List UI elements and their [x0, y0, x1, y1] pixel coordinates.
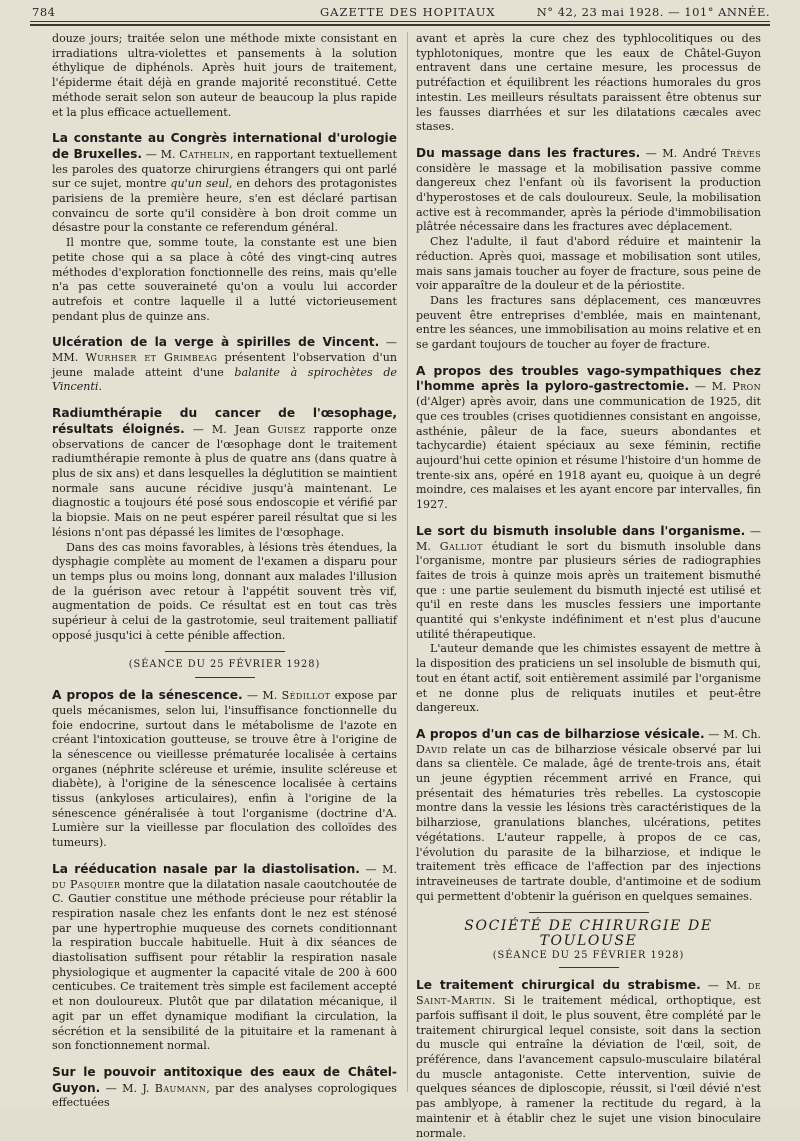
- right-column: avant et après la cure chez des typhlocolitiques ou des typhlotoniques, montre que les eaux de Châtel-Guyon entravent dans une certaine mesure, les processus de putréfaction et équilibrent les réactions humorales du gros intestin. Les meilleurs résultats paraissent être obtenus sur les fausses diarrhées et sur les dilatations cæcales avec stases. Du massage dans les fractures. — M. André Trèves considère le massage et la mobilisation passive comme dangereux chez l'enfant où ils favorisent la production d'hyperostoses et de cals douloureux. Seule, la mobilisation active est à recommander, après la période d'immobilisation plâtrée nécessaire dans les fractures avec déplacement. Chez l'adulte, il faut d'abord réduire et maintenir la réduction. Après quoi, massage et mobilisation sont utiles, mais sans jamais toucher au foyer de fracture, sous peine de voir apparaître de la douleur et de la périostite. Dans les fractures sans déplacement, ces manœuvres peuvent être entreprises d'emblée, mais en maintenant, entre les séances, une immobilisation au moins relative et en se gardant toujours de toucher au foyer de fracture. A propos des troubles vago-sympathiques chez l'homme après la pyloro-gastrectomie. — M. Pron (d'Alger) après avoir, dans une communication de 1925, dit que ces troubles (crises quotidiennes consistant en angoisse, asthénie, pâleur de la face, sueurs abondantes et tachycardie) étaient spéciaux au sexe féminin, rectifie aujourd'hui cette opinion et résume l'histoire d'un homme de trente-six ans, opéré en 1918 ayant eu, quoique à un degré moindre, ces malaises et les ayant encore par intervalles, fin 1927. Le sort du bismuth insoluble dans l'organisme. — M. Galliot étudiant le sort du bismuth insoluble dans l'organisme, montre par plusieurs séries de radiographies faites de trois à quinze mois après un traitement bismuthé que : une partie seulement du bismuth injecté est utilisé et qu'il en reste dans les muscles fessiers une importante quantité qui s'enkyste indéfiniment et n'est plus d'aucune utilité thérapeutique. L'auteur demande que les chimistes essayent de mettre à la disposition des praticiens un sel insoluble de bismuth qui, tout en étant actif, soit entièrement assimilé par l'organisme et ne donne plus de reliquats inutiles et peut-être dangereux. A propos d'un cas de bilharziose vésicale. — M. Ch. David relate un cas de bilharziose vésicale observé par lui dans sa clientèle. Ce malade, âgé de trente-trois ans, était un jeune égyptien récemment arrivé en France, qui présentait des hématuries très rebelles. La cystoscopie montre dans la vessie les lésions très caractéristiques de la bilharziose, granulations blanches, ulcérations, petites végétations. L'auteur rappelle, à propos de ce cas, l'évolution du parasite de la bilharziose, et indique le traitement très efficace de l'affection par des injections intraveineuses de tartrate double, d'antimoine et de sodium qui permettent d'obtenir la guérison en quelques semaines. SOCIÉTÉ DE CHIRURGIE DE TOULOUSE (SÉANCE DU 25 FÉVRIER 1928) Le traitement chirurgical du strabisme. — M. de Saint-Martin. Si le traitement médical, orthoptique, est parfois suffisant il doit, le plus souvent, être complété par le traitement chirurgical lequel consiste, soit dans la section du muscle qui entraîne la déviation de l'œil, soit, de préférence, dans l'avancement capsulo-musculaire bilatéral du muscle antagoniste. Cette intervention, suivie de quelques séances de diploscopie, réussit, si l'œil dévié n'est pas amblyope, à ramener la rectitude du regard, à la maintenir et à établir chez le sujet une vision binoculaire normale.: [416, 32, 761, 1140]
- author-name: Sédillot: [281, 689, 331, 703]
- section-rule-short: [559, 967, 619, 968]
- author-name: de Saint-Martin: [416, 979, 761, 1008]
- author-name: Pron: [732, 380, 761, 394]
- paragraph: Il montre que, somme toute, la constante est une bien petite chose qui a sa place à côté des vingt-cinq autres méthodes d'exploration fonctionnelle des reins, mais qu'elle n'a pas cette souveraineté qu'on a voulu lui accorder autrefois et contre laquelle il a lutté victorieusement pendant plus de quinze ans.: [52, 236, 397, 323]
- page-number: 784: [32, 5, 56, 19]
- journal-title: GAZETTE DES HOPITAUX: [320, 5, 496, 19]
- article-title: Radiumthérapie du cancer de l'œsophage, résultats éloignés.: [52, 406, 397, 436]
- paragraph: douze jours; traitée selon une méthode mixte consistant en irradiations ultra-violettes et pansements à la solution éthylique de diphénols. Après huit jours de traitement, l'épiderme était déjà en grande majorité reconstitué. Cette méthode serait selon son auteur de beaucoup la plus rapide et la plus efficace actuellement.: [52, 32, 397, 119]
- paragraph: Dans des cas moins favorables, à lésions très étendues, la dysphagie complète au moment de l'examen a disparu pour un temps plus ou moins long, donnant aux malades l'illusion de la guérison avec retour à l'appétit souvent très vif, augmentation de poids. Ce résultat est en tout cas très supérieur à celui de la gastrotomie, seul traitement palliatif opposé jusqu'ici à cette pénible affection.: [52, 540, 397, 642]
- page-header: [30, 2, 770, 20]
- section-rule-short: [195, 677, 255, 678]
- paragraph: Chez l'adulte, il faut d'abord réduire et maintenir la réduction. Après quoi, massage et mobilisation sont utiles, mais sans jamais toucher au foyer de fracture, sous peine de voir apparaître de la douleur et de la périostite.: [416, 235, 761, 293]
- session-date: (SÉANCE DU 25 FÉVRIER 1928): [128, 659, 321, 671]
- header-rule-thick: [30, 24, 770, 26]
- author-name: Baumann: [154, 1081, 207, 1095]
- article-title: La rééducation nasale par la diastolisation.: [52, 861, 360, 876]
- column-divider: [407, 32, 408, 1092]
- article-title: A propos des troubles vago-sympathiques chez l'homme après la pyloro-gastrectomie.: [416, 363, 761, 394]
- issue-info: N° 42, 23 mai 1928. — 101° ANNÉE.: [536, 5, 770, 19]
- author-name: Galliot: [439, 539, 483, 553]
- paragraph: L'auteur demande que les chimistes essayent de mettre à la disposition des praticiens un sel insoluble de bismuth qui, tout en étant actif, soit entièrement assimilé par l'organisme et ne donne plus de reliquats inutiles et peut-être dangereux.: [416, 642, 761, 715]
- author-name: Cathelin: [179, 147, 230, 161]
- left-column: douze jours; traitée selon une méthode mixte consistant en irradiations ultra-violettes et pansements à la solution éthylique de diphénols. Après huit jours de traitement, l'épiderme était déjà en grande majorité reconstitué. Cette méthode serait selon son auteur de beaucoup la plus rapide et la plus efficace actuellement. La constante au Congrès international d'urologie de Bruxelles. — M. Cathelin, en rapportant textuellement les paroles des quatorze chirurgiens étrangers qui ont parlé sur ce sujet, montre qu'un seul, en dehors des protagonistes parisiens de la première heure, s'en est déclaré partisan convaincu de sorte qu'il considère à bon droit comme un désastre pour la constante ce referendum général. Il montre que, somme toute, la constante est une bien petite chose qui a sa place à côté des vingt-cinq autres méthodes d'exploration fonctionnelle des reins, mais qu'elle n'a pas cette souveraineté qu'on a voulu lui accorder autrefois et contre laquelle il a lutté victorieusement pendant plus de quinze ans. Ulcération de la verge à spirilles de Vincent. — MM. Wurhser et Grimbeag présentent l'observation d'un jeune malade atteint d'une balanite à spirochètes de Vincenti. Radiumthérapie du cancer de l'œsophage, résultats éloignés. — M. Jean Guisez rapporte onze observations de cancer de l'œsophage dont le traitement radiumthérapie remonte à plus de quatre ans (dans quatre à plus de six ans) et dans lesquelles la déglutition se maintient normale sans aucune récidive jusqu'à maintenant. Le diagnostic a toujours été posé sous endoscopie et vérifié par la biopsie. Mais on ne peut espérer pareil résultat que si les lésions n'ont pas dépassé les limites de l'œsophage. Dans des cas moins favorables, à lésions très étendues, la dysphagie complète au moment de l'examen a disparu pour un temps plus ou moins long, donnant aux malades l'illusion de la guérison avec retour à l'appétit souvent très vif, augmentation de poids. Ce résultat est en tout cas très supérieur à celui de la gastrotomie, seul traitement palliatif opposé jusqu'ici à cette pénible affection. (SÉANCE DU 25 FÉVRIER 1928) A propos de la sénescence. — M. Sédillot expose par quels mécanismes, selon lui, l'insuffisance fonctionnelle du foie endocrine, surtout dans le métabolisme de l'azote en créant l'intoxication goutteuse, se trouve être à l'origine de la sénescence ou vieillesse prématurée localisée à certains organes (néphrite scléreuse et urémie, insulite scléreuse et diabète), à l'origine de la sénescence localisée à certains tissus (ankyloses articulaires), enfin à l'origine de la sénescence généralisée à tout l'organisme (doctrine d'A. Lumière sur la vieillesse par floculation des colloïdes des tumeurs). La rééducation nasale par la diastolisation. — M. du Pasquier montre que la dilatation nasale caoutchoutée de C. Gautier constitue une méthode précieuse pour rétablir la respiration nasale chez les enfants dont le nez est sténosé par une hypertrophie muqueuse des cornets conditionnant la respiration buccale habituelle. Huit à dix séances de diastolisation suffisent pour rétablir la respiration nasale physiologique et augmenter la capacité vitale de 200 à 600 centicubes. Ce traitement très simple est facilement accepté et non douloureux. Plutôt que par dilatation mécanique, il agit par un effet dynamique modifiant la circulation, la sécrétion et la sensibilité de la pituitaire et la ramenant à son fonctionnement normal. Sur le pouvoir antitoxique des eaux de Châtel-Guyon. — M. J. Baumann, par des analyses coprologiques effectuées: [52, 32, 398, 1110]
- section-rule: [529, 912, 649, 913]
- article-title: Le traitement chirurgical du strabisme.: [416, 978, 701, 993]
- article-title: Le sort du bismuth insoluble dans l'organisme.: [416, 523, 746, 538]
- author-name: David: [416, 742, 448, 756]
- article-title: Ulcération de la verge à spirilles de Vincent.: [52, 335, 380, 350]
- author-name: Guisez: [267, 422, 306, 436]
- society-heading: SOCIÉTÉ DE CHIRURGIE DE TOULOUSE: [464, 918, 713, 950]
- author-name: Trèves: [722, 146, 761, 160]
- article-title: A propos d'un cas de bilharziose vésicale.: [416, 726, 705, 741]
- article-title: La constante au Congrès international d'urologie de Bruxelles.: [52, 131, 397, 161]
- author-name: du Pasquier: [52, 877, 121, 891]
- header-rule: [30, 21, 770, 22]
- article-title: A propos de la sénescence.: [52, 688, 243, 703]
- paragraph: Dans les fractures sans déplacement, ces manœuvres peuvent être entreprises d'emblée, mais en maintenant, entre les séances, une immobilisation au moins relative et en se gardant toujours de toucher au foyer de fracture.: [416, 293, 761, 352]
- author-name: Wurhser et Grimbeag: [85, 351, 218, 365]
- session-date: (SÉANCE DU 25 FÉVRIER 1928): [492, 949, 685, 961]
- paragraph: avant et après la cure chez des typhlocolitiques ou des typhlotoniques, montre que les eaux de Châtel-Guyon entravent dans une certaine mesure, les processus de putréfaction et équilibrent les réactions humorales du gros intestin. Les meilleurs résultats paraissent être obtenus sur les fausses diarrhées et sur les dilatations cæcales avec stases.: [416, 32, 761, 134]
- article-title: Sur le pouvoir antitoxique des eaux de Châtel-Guyon.: [52, 1065, 397, 1095]
- article-title: Du massage dans les fractures.: [416, 145, 641, 160]
- section-rule: [165, 651, 285, 652]
